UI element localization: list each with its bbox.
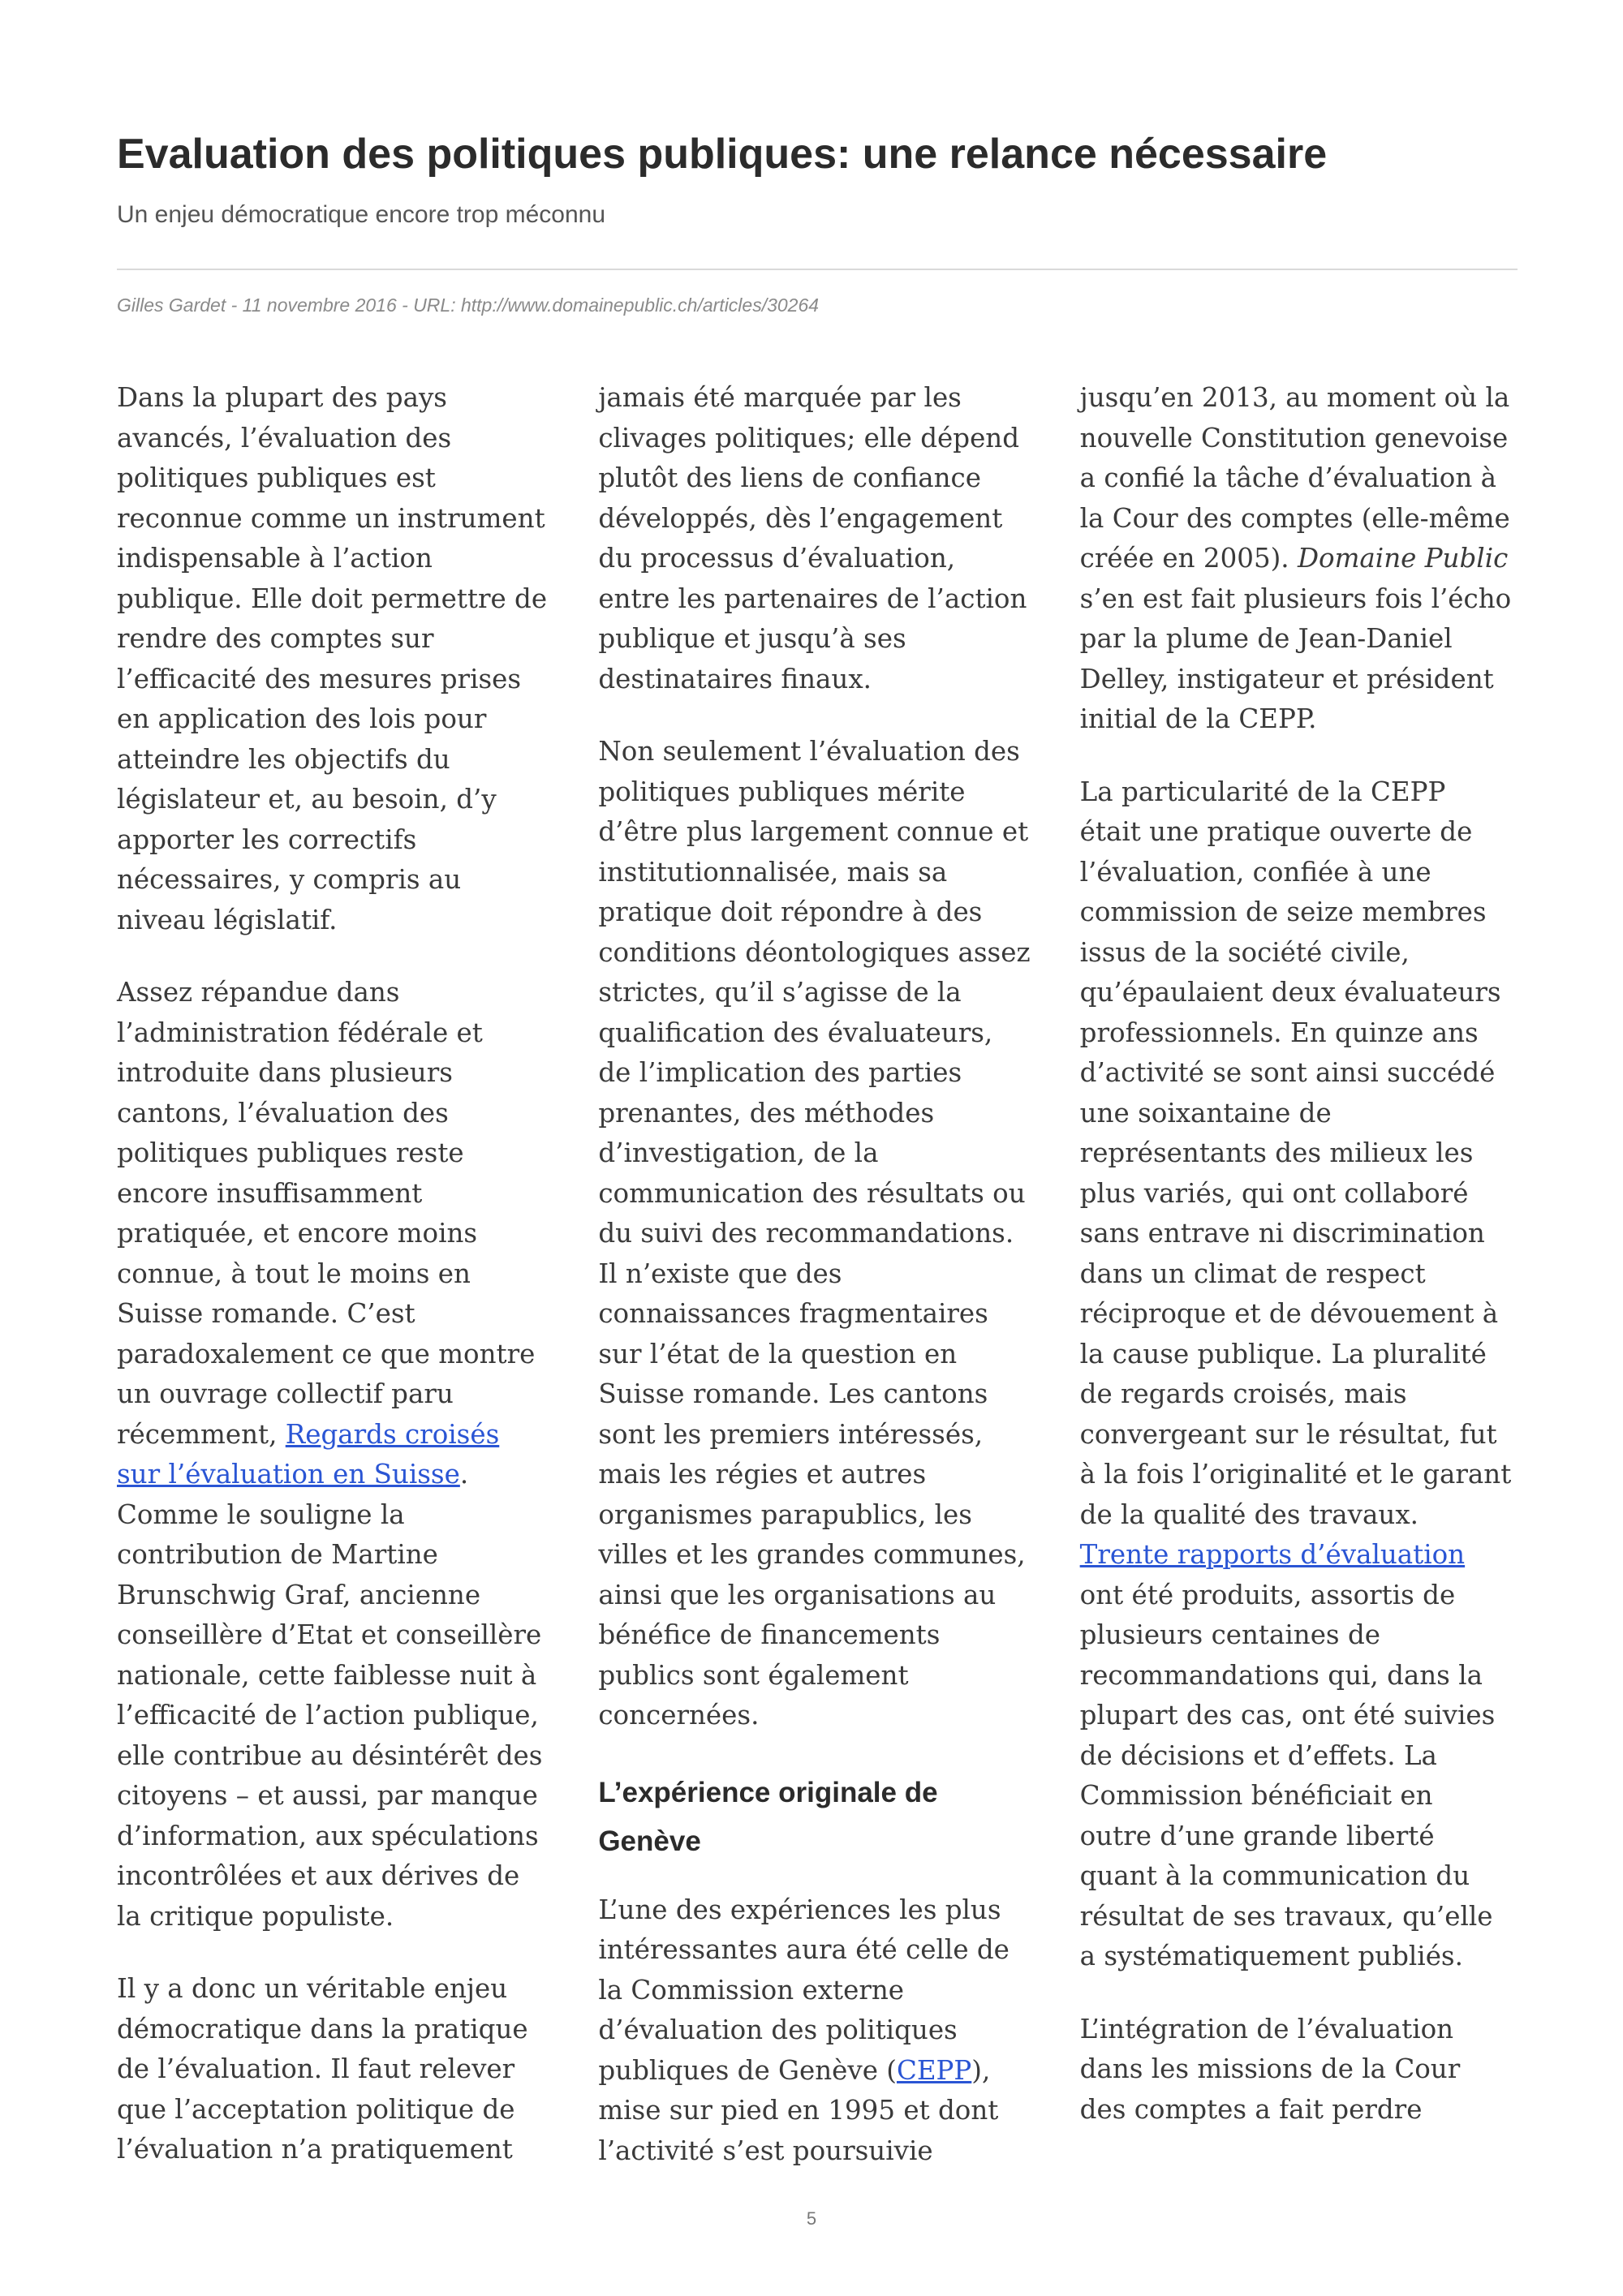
column-1 <box>117 378 549 2204</box>
paragraph: Non seulement l’évaluation des politiques publiques mérite d’être plus largement connue et institutionnalisée, mais sa pratique doit répondre à des conditions déontologiques assez strictes, qu’il s’agisse de la qualification des évaluateurs, de l’implication des parties prenantes, des méthodes d’investigation, de la communication des résultats ou du suivi des recommandations. Il n’existe que des connaissances fragmentaires sur l’état de la question en Suisse romande. Les cantons sont les premiers intéressés, mais les régies et autres organismes parapublics, les villes et les grandes communes, ainsi que les organisations au bénéfice de financements publics sont également concernées. <box>598 736 1031 1731</box>
paragraph-text: . Comme le souligne la contribution de Martine Brunschwig Graf, ancienne conseillère d’Etat et conseillère nationale, cette faiblesse nuit à l’efficacité de l’action publique, elle contribue au désintérêt des citoyens – et aussi, par manque d’information, aux spéculations incontrôlées et aux dérives de la critique populiste. <box>117 1459 543 1932</box>
article-meta: Gilles Gardet - 11 novembre 2016 - URL: http://www.domainepublic.ch/articles/30264 <box>117 295 820 316</box>
paragraph-text: La particularité de la CEPP était une pratique ouverte de l’évaluation, confiée à une commission de seize membres issus de la société civile, qu’épaulaient deux évaluateurs professionnels. En quinze ans d’activité se sont ainsi succédé une soixantaine de représentants des milieux les plus variés, qui ont collaboré sans entrave ni discrimination dans un climat de respect réciproque et de dévouement à la cause publique. La pluralité de regards croisés, mais convergeant sur le résultat, fut à la fois l’originalité et le garant de la qualité des travaux. <box>1079 776 1512 1530</box>
paragraph: L’intégration de l’évaluation dans les missions de la Cour des comptes a fait perdre <box>1079 2013 1461 2125</box>
article-subtitle: Un enjeu démocratique encore trop méconnu <box>117 201 606 228</box>
paragraph-text: L’une des expériences les plus intéressantes aura été celle de la Commission externe d’évaluation des politiques publiques de Genève ( <box>598 1894 1010 2086</box>
link-trente-rapports[interactable]: Trente rapports d’évaluation <box>1079 1539 1466 1570</box>
paragraph: Il y a donc un véritable enjeu démocratique dans la pratique de l’évaluation. Il faut relever que l’acceptation politique de l’évaluation n’a pratiquement <box>117 1973 528 2165</box>
article-body <box>117 378 1513 2204</box>
page-number: 5 <box>806 2208 817 2229</box>
header-divider <box>117 269 1518 270</box>
paragraph: jamais été marquée par les clivages politiques; elle dépend plutôt des liens de confiance développés, dès l’engagement du processus d’évaluation, entre les partenaires de l’action publique et jusqu’à ses destinataires finaux. <box>598 382 1027 694</box>
link-cepp[interactable]: CEPP <box>896 2054 972 2086</box>
paragraph-text: s’en est fait plusieurs fois l’écho par la plume de Jean-Daniel Delley, instigateur et président initial de la CEPP. <box>1079 583 1512 734</box>
column-3 <box>1080 378 1513 2204</box>
column-2 <box>598 378 1031 2204</box>
paragraph: Dans la plupart des pays avancés, l’évaluation des politiques publiques est reconnue comme un instrument indispensable à l’action publique. Elle doit permettre de rendre des comptes sur l’efficacité des mesures prises en application des lois pour atteindre les objectifs du législateur et, au besoin, d’y apporter les correctifs nécessaires, y compris au niveau législatif. <box>117 382 548 935</box>
paragraph-text: jusqu’en 2013, au moment où la nouvelle Constitution genevoise a confié la tâche d’évaluation à la Cour des comptes (elle-même créée en 2005). <box>1079 382 1510 574</box>
section-heading: L’expérience originale de Genève <box>598 1776 938 1857</box>
publication-name: Domaine Public <box>1297 543 1509 574</box>
article-header <box>117 128 1518 316</box>
paragraph-text: ), mise sur pied en 1995 et dont l’activité s’est poursuivie <box>598 2054 999 2166</box>
link-regards-croises[interactable]: Regards croisés sur l’évaluation en Suisse <box>117 1418 500 1490</box>
paragraph <box>1080 378 1513 740</box>
paragraph-text: Assez répandue dans l’administration fédérale et introduite dans plusieurs cantons, l’évaluation des politiques publiques reste encore insuffisamment pratiquée, et encore moins connue, à tout le moins en Suisse romande. C’est paradoxalement ce que montre un ouvrage collectif paru récemment, <box>117 977 536 1450</box>
paragraph-text: ont été produits, assortis de plusieurs centaines de recommandations qui, dans la plupart des cas, ont été suivies de décisions et d’effets. La Commission bénéficiait en outre d’une grande liberté quant à la communication du résultat de ses travaux, qu’elle a systématiquement publiés. <box>1079 1579 1496 1971</box>
paragraph <box>117 973 549 1937</box>
article-title: Evaluation des politiques publiques: une relance nécessaire <box>117 131 1328 178</box>
paragraph <box>1080 772 1513 1977</box>
paragraph <box>598 1890 1031 2172</box>
